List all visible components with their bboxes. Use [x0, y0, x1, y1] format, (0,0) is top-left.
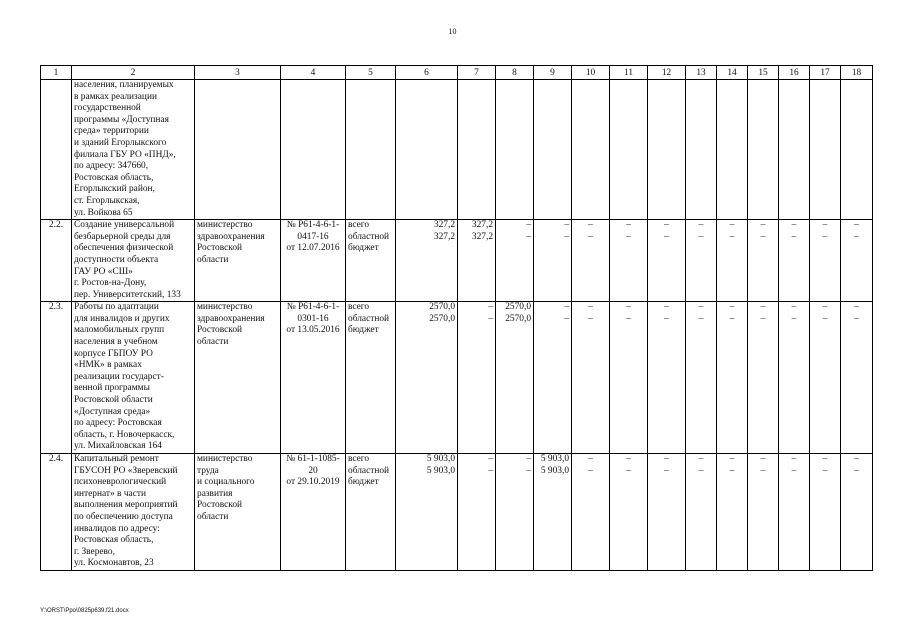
executor-line: министерство — [197, 220, 253, 231]
measure-name-line: населения, планируемых — [74, 80, 174, 90]
measure-name-line: область, г. Новочеркасск, — [74, 429, 175, 440]
value-cell — [610, 454, 648, 571]
funding-value: – — [791, 454, 797, 464]
row-number-cell — [41, 80, 72, 220]
measure-name-line: ГАУ РО «СШ» — [74, 266, 133, 277]
funding-value: – — [791, 313, 797, 324]
funding-value: – — [626, 454, 631, 464]
funding-value: – — [626, 465, 631, 476]
funding-value: – — [588, 313, 593, 324]
empty-cell — [841, 80, 873, 220]
funding-value: – — [822, 313, 828, 324]
column-number-15: 15 — [748, 66, 779, 80]
value-cell — [810, 454, 841, 571]
value-cell — [748, 454, 779, 571]
funding-source-label: всего — [348, 302, 370, 313]
funding-value: – — [564, 231, 569, 242]
measure-name-line: по обеспечению доступа — [74, 511, 173, 522]
executor-line: Ростовской — [197, 325, 243, 336]
funding-value: – — [729, 465, 735, 476]
funding-value: – — [488, 313, 493, 324]
measure-name-line: ул. Войкова 65 — [74, 207, 133, 218]
executor-line: министерство — [197, 302, 253, 313]
value-cell — [534, 302, 572, 454]
measure-name-line: доступности объекта — [74, 254, 159, 265]
funding-source-label-line: бюджет — [348, 325, 379, 336]
column-number-5: 5 — [346, 66, 396, 80]
funding-value: – — [698, 313, 704, 324]
funding-value: 327,2 — [471, 231, 493, 242]
value-cell — [610, 302, 648, 454]
value-cell — [496, 220, 534, 302]
value-cell — [779, 220, 810, 302]
measure-name-line: Работы по адаптации — [74, 302, 159, 313]
funding-value: – — [729, 302, 735, 313]
funding-value: – — [791, 220, 797, 231]
column-number-13: 13 — [686, 66, 717, 80]
measure-name-line: обеспечения физической — [74, 243, 174, 254]
empty-cell — [717, 80, 748, 220]
column-number-1: 1 — [41, 66, 72, 80]
executor-line: Ростовской — [197, 500, 243, 511]
document-cell — [281, 302, 346, 454]
column-number-14: 14 — [717, 66, 748, 80]
funding-value: – — [564, 313, 569, 324]
document-line: от 12.07.2016 — [286, 243, 340, 254]
funding-value: – — [526, 465, 531, 476]
page-number: 10 — [448, 27, 457, 36]
funding-value: – — [698, 302, 704, 313]
funding-value: – — [588, 454, 593, 464]
empty-cell — [748, 80, 779, 220]
funding-value: – — [760, 313, 766, 324]
executor-line: области — [197, 337, 229, 348]
measure-name-line: филиала ГБУ РО «ПНД», — [74, 149, 176, 160]
funding-value: – — [822, 465, 828, 476]
measure-name-line: ГБУСОН РО «Зверевский — [74, 465, 178, 476]
document-line: 20 — [308, 465, 318, 476]
funding-value: – — [854, 465, 859, 476]
document-cell — [281, 220, 346, 302]
funding-value: 5 903,0 — [426, 465, 455, 476]
funding-value: – — [791, 302, 797, 313]
executor-line: здравоохранения — [197, 231, 265, 242]
executor-cell — [195, 302, 281, 454]
executor-line: министерство — [197, 454, 253, 464]
funding-value: 5 903,0 — [540, 454, 569, 464]
funding-value: 2570,0 — [505, 313, 531, 324]
funding-value: 327,2 — [433, 220, 455, 231]
column-number-16: 16 — [779, 66, 810, 80]
table-row — [41, 302, 873, 454]
funding-value: – — [822, 231, 828, 242]
funding-value: – — [822, 220, 828, 231]
funding-value: – — [488, 465, 493, 476]
measure-name-line: выполнения мероприятий — [74, 500, 178, 511]
funding-value: – — [626, 220, 631, 231]
funding-value: – — [791, 465, 797, 476]
measure-name-line: Капитальный ремонт — [74, 454, 159, 464]
value-cell — [534, 454, 572, 571]
value-cell — [648, 454, 686, 571]
executor-line: труда — [197, 465, 219, 476]
funding-value: – — [854, 231, 859, 242]
executor-line: и социального — [197, 477, 255, 488]
value-cell — [686, 220, 717, 302]
funding-value: 2570,0 — [505, 302, 531, 313]
funding-value: – — [588, 231, 593, 242]
measure-name-cell — [72, 302, 195, 454]
funding-value: – — [854, 302, 859, 313]
empty-cell — [810, 80, 841, 220]
measure-name-line: реализации государст- — [74, 371, 164, 382]
funding-value: – — [526, 231, 531, 242]
value-cell — [458, 302, 496, 454]
empty-cell — [779, 80, 810, 220]
file-path-footer: Y:\ORST\Ppo\0825p639.f21.docx — [40, 608, 129, 614]
value-cell — [717, 454, 748, 571]
measure-name-line: государственной — [74, 103, 141, 114]
funding-value: – — [664, 313, 669, 324]
empty-cell — [346, 80, 396, 220]
empty-cell — [458, 80, 496, 220]
measure-name-line: г. Зверево, — [74, 546, 115, 557]
column-number-3: 3 — [195, 66, 281, 80]
executor-line: области — [197, 511, 229, 522]
document-line: № Р61-4-6-1- — [286, 302, 340, 313]
value-cell — [841, 220, 873, 302]
funding-value: 5 903,0 — [540, 465, 569, 476]
funding-value: 2570,0 — [429, 302, 455, 313]
executor-line: области — [197, 254, 229, 265]
value-cell — [610, 220, 648, 302]
funding-source-label-line: областной — [348, 313, 390, 324]
value-cell — [496, 454, 534, 571]
measure-name-line: г. Ростов-на-Дону, — [74, 278, 147, 289]
column-number-2: 2 — [72, 66, 195, 80]
funding-value: – — [664, 454, 669, 464]
row-number-cell: 2.4. — [41, 454, 72, 571]
funding-source-label-line: бюджет — [348, 477, 379, 488]
funding-value: – — [588, 465, 593, 476]
funding-source-label-line: областной — [348, 231, 390, 242]
value-cell — [458, 220, 496, 302]
empty-cell — [610, 80, 648, 220]
column-number-12: 12 — [648, 66, 686, 80]
funding-value: – — [760, 302, 766, 313]
value-cell — [648, 302, 686, 454]
value-cell — [748, 302, 779, 454]
measure-name-line: Егорлыкский район, — [74, 184, 155, 195]
value-cell — [686, 454, 717, 571]
funding-value: – — [729, 454, 735, 464]
executor-line: развития — [197, 488, 233, 499]
funding-value: – — [729, 231, 735, 242]
measure-name-line: в рамках реализации — [74, 91, 157, 102]
value-cell — [810, 302, 841, 454]
funding-value: – — [760, 231, 766, 242]
document-cell — [281, 454, 346, 571]
value-cell — [748, 220, 779, 302]
value-cell — [534, 220, 572, 302]
measure-name-line: по адресу: 347660, — [74, 161, 149, 172]
measure-name-line: интернат» в части — [74, 488, 146, 499]
funding-value: – — [626, 231, 631, 242]
document-line: от 29.10.2019 — [286, 477, 340, 488]
document-line: № Р61-4-6-1- — [286, 220, 340, 231]
value-cell — [572, 302, 610, 454]
column-number-10: 10 — [572, 66, 610, 80]
value-cell — [458, 454, 496, 571]
value-cell — [572, 220, 610, 302]
measure-name-line: ул. Михайловская 164 — [74, 441, 162, 452]
funding-value: – — [760, 465, 766, 476]
value-cell — [779, 454, 810, 571]
value-cell — [396, 220, 458, 302]
column-number-7: 7 — [458, 66, 496, 80]
column-number-18: 18 — [841, 66, 873, 80]
column-number-17: 17 — [810, 66, 841, 80]
measure-name-line: ст. Егорлыкская, — [74, 195, 140, 206]
value-cell — [841, 454, 873, 571]
funding-source-cell — [346, 302, 396, 454]
funding-value: – — [488, 302, 493, 313]
measure-name-line: психоневрологический — [74, 477, 167, 488]
measure-name-line: и зданий Егорлыкского — [74, 137, 167, 148]
document-line: 0417-16 — [297, 231, 329, 242]
value-cell — [717, 220, 748, 302]
value-cell — [717, 302, 748, 454]
empty-cell — [396, 80, 458, 220]
empty-cell — [195, 80, 281, 220]
measure-name-cell — [72, 454, 195, 571]
program-table — [40, 65, 873, 571]
measure-name-line: «НМК» в рамках — [74, 360, 142, 371]
funding-value: – — [664, 465, 669, 476]
funding-value: – — [664, 302, 669, 313]
funding-value: – — [664, 220, 669, 231]
funding-value: – — [791, 231, 797, 242]
measure-name-line: населения в учебном — [74, 337, 158, 348]
column-number-9: 9 — [534, 66, 572, 80]
measure-name-line: Ростовская область, — [74, 535, 154, 546]
funding-value: – — [626, 313, 631, 324]
funding-value: – — [760, 454, 766, 464]
empty-cell — [534, 80, 572, 220]
funding-value: – — [729, 220, 735, 231]
measure-name-line: ул. Космонавтов, 23 — [74, 558, 154, 569]
value-cell — [810, 220, 841, 302]
measure-name-line: программы «Доступная — [74, 114, 169, 125]
funding-value: – — [664, 231, 669, 242]
funding-value: 327,2 — [433, 231, 455, 242]
funding-value: – — [698, 220, 704, 231]
value-cell — [396, 454, 458, 571]
funding-value: – — [854, 220, 859, 231]
empty-cell — [686, 80, 717, 220]
funding-value: – — [588, 302, 593, 313]
column-number-6: 6 — [396, 66, 458, 80]
value-cell — [496, 302, 534, 454]
measure-name-cell — [72, 80, 195, 220]
measure-name-line: венной программы — [74, 383, 150, 394]
value-cell — [396, 302, 458, 454]
funding-value: – — [626, 302, 631, 313]
column-number-4: 4 — [281, 66, 346, 80]
executor-cell — [195, 220, 281, 302]
measure-name-line: пер. Университетский, 133 — [74, 289, 181, 300]
document-line: от 13.05.2016 — [286, 325, 340, 336]
funding-value: – — [854, 454, 859, 464]
executor-cell — [195, 454, 281, 571]
funding-value: – — [526, 220, 531, 231]
funding-value: – — [526, 454, 531, 464]
empty-cell — [572, 80, 610, 220]
funding-source-label-line: областной — [348, 465, 390, 476]
funding-source-label: всего — [348, 220, 370, 231]
funding-value: – — [822, 454, 828, 464]
funding-value: – — [698, 465, 704, 476]
table-row — [41, 220, 873, 302]
funding-value: 327,2 — [471, 220, 493, 231]
document-line: 0301-16 — [297, 313, 329, 324]
measure-name-line: по адресу: Ростовская — [74, 418, 162, 429]
funding-value: – — [564, 220, 569, 231]
continuation-row — [41, 80, 873, 220]
measure-name-cell — [72, 220, 195, 302]
value-cell — [841, 302, 873, 454]
value-cell — [686, 302, 717, 454]
row-number-cell: 2.3. — [41, 302, 72, 454]
funding-value: 5 903,0 — [426, 454, 455, 464]
funding-source-cell — [346, 220, 396, 302]
funding-value: – — [698, 454, 704, 464]
funding-value: – — [588, 220, 593, 231]
column-number-row — [41, 66, 873, 80]
funding-source-label-line: бюджет — [348, 243, 379, 254]
empty-cell — [496, 80, 534, 220]
value-cell — [779, 302, 810, 454]
funding-value: – — [729, 313, 735, 324]
measure-name-line: среда» территории — [74, 126, 149, 137]
funding-source-cell — [346, 454, 396, 571]
measure-name-line: Ростовской области — [74, 395, 153, 406]
measure-name-line: корпусе ГБПОУ РО — [74, 348, 153, 359]
measure-name-line: безбарьерной среды для — [74, 231, 171, 242]
measure-name-line: инвалидов по адресу: — [74, 523, 160, 534]
document-line: № 61-1-1085- — [286, 454, 340, 464]
funding-value: – — [760, 220, 766, 231]
funding-value: – — [488, 454, 493, 464]
measure-name-line: для инвалидов и других — [74, 313, 170, 324]
executor-line: Ростовской — [197, 243, 243, 254]
empty-cell — [281, 80, 346, 220]
funding-value: – — [854, 313, 859, 324]
row-number-cell: 2.2. — [41, 220, 72, 302]
value-cell — [572, 454, 610, 571]
funding-value: – — [822, 302, 828, 313]
column-number-11: 11 — [610, 66, 648, 80]
column-number-8: 8 — [496, 66, 534, 80]
measure-name-line: маломобильных групп — [74, 325, 165, 336]
funding-source-label: всего — [348, 454, 370, 464]
measure-name-line: «Доступная среда» — [74, 406, 151, 417]
table-row — [41, 454, 873, 571]
funding-value: 2570,0 — [429, 313, 455, 324]
value-cell — [648, 220, 686, 302]
funding-value: – — [698, 231, 704, 242]
empty-cell — [648, 80, 686, 220]
funding-value: – — [564, 302, 569, 313]
executor-line: здравоохранения — [197, 313, 265, 324]
measure-name-line: Ростовская область, — [74, 172, 154, 183]
measure-name-line: Создание универсальной — [74, 220, 175, 231]
